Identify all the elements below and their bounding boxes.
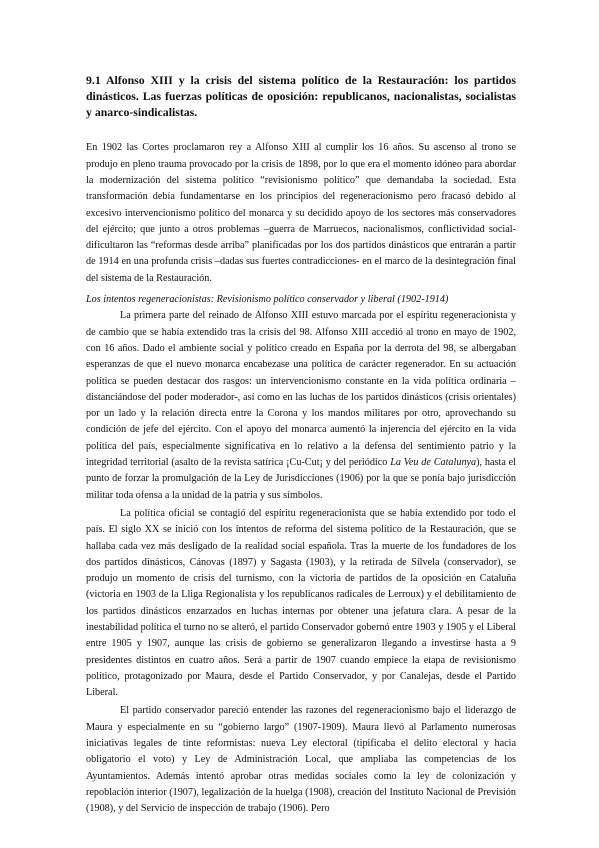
document-body <box>86 73 516 818</box>
subsection-title: Los intentos regeneracionistas: Revisionismo político conservador y liberal (1902-1914) <box>86 294 449 306</box>
intro-paragraph: En 1902 las Cortes proclamaron rey a Alfonso XIII al cumplir los 16 años. Su ascenso al trono se produjo en pleno trauma provocado por la crisis de 1898, por lo que era el momento idóneo para abordar la modernización del sistema político “revisionismo político” que demandaba la sociedad. Esta transformación debía fundamentarse en los principios del regeneracionismo pero fracasó debido al excesivo intervencionismo político del monarca y su decidido apoyo de los sectores más conservadores del ejército; que junto a otros problemas –guerra de Marruecos, nacionalismos, conflictividad social- dificultaron las “reformas desde arriba” planificadas por los dos partidos dinásticos que entrarán a partir de 1914 en una profunda crisis –dadas sus fuertes contradicciones- en el marco de la desintegración final del sistema de la Restauración. <box>86 142 516 284</box>
paragraph-1-text-b: ), hasta el punto de forzar la promulgación de la Ley de Jurisdicciones (1906) por la que se ponía bajo jurisdicción militar toda ofensa a la unidad de la patria y sus símbolos. <box>86 457 517 501</box>
paragraph-2: La política oficial se contagió del espíritu regeneracionista que se había extendido por todo el país. El siglo XX se inició con los intentos de reforma del sistema político de la Restauración, que se hallaba cada vez más desligado de la realidad social española. Tras la muerte de los fundadores de los dos partidos dinásticos, Cánovas (1897) y Sagasta (1903), y la retirada de Silvela (conservador), se produjo un momento de crisis del turnismo, con la victoria de partidos de la oposición en Cataluña (victoria en 1903 de la Lliga Regionalista y los republicanos radicales de Lerroux) y el debilitamiento de los partidos dinásticos enzarzados en luchas internas por obtener una jefatura clara. A pesar de la inestabilidad política el turno no se alteró, el partido Conservador gobernó entre 1903 y 1905 y el Liberal entre 1905 y 1907, aunque las crisis de gobierno se generalizaron llegando a investirse hasta a 9 presidentes distintos en cuatro años. Será a partir de 1907 cuando empiece la etapa de revisionismo político, protagonizado por Maura, desde el Partido Conservador, y por Canalejas, desde el Partido Liberal. <box>86 507 516 699</box>
section-heading: 9.1 Alfonso XIII y la crisis del sistema político de la Restauración: los partidos dinásticos. Las fuerzas políticas de oposición: republicanos, nacionalistas, socialistas y anarco-sindicalistas. <box>86 73 516 119</box>
newspaper-title: La Veu de Catalunya <box>390 457 477 469</box>
paragraph-1 <box>86 308 516 504</box>
paragraph-1-text-a: La primera parte del reinado de Alfonso XIII estuvo marcada por el espíritu regeneracionista y de cambio que se había extendido tras la crisis del 98. Alfonso XIII accedió al trono en mayo de 1902, con 16 años. Dado el ambiente social y político creado en España por la derrota del 98, se albergaban esperanzas de que el nuevo monarca encabezase una política de carácter regenerador. En su actuación política se pueden destacar dos rasgos: un intervencionismo constante en la vida política ordinaria –distanciándose del poder moderador-, así como en las luchas de los partidos dinásticos (crisis orientales) por un lado y la relación directa entre la Corona y los mandos militares por otro, aprovechando su condición de jefe del ejército. Con el apoyo del monarca aumentó la injerencia del ejército en la vida política del país, especialmente significativa en lo relativo a la defensa del sentimiento patrio y la integridad territorial (asalto de la revista satírica ¡Cu-Cut¡ y del periódico <box>86 310 516 469</box>
paragraph-3: El partido conservador pareció entender las razones del regeneracionismo bajo el liderazgo de Maura y especialmente en su “gobierno largo” (1907-1909). Maura llevó al Parlamento numerosas iniciativas legales de tinte reformistas: nueva Ley electoral (tipificaba el delito electoral y hacia obligatorio el voto) y Ley de Administración Local, que ampliaba las competencias de los Ayuntamientos. Además intentó aprobar otras medidas sociales como la ley de colonización y repoblación interior (1907), legalización de la huelga (1908), creación del Instituto Nacional de Previsión (1908), y del Servicio de inspección de trabajo (1906). Pero <box>86 705 516 815</box>
